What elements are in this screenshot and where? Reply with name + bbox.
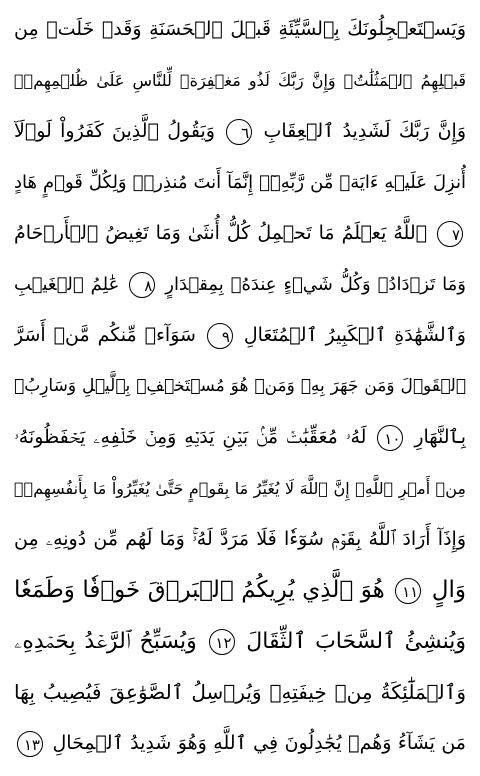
- ayah-number-marker: ٦: [226, 119, 252, 145]
- verse-line: [14, 514, 466, 565]
- verse-text: وَيَقُولُ ٱلَّذِينَ كَفَرُواْ لَوۡلَآ: [14, 120, 215, 142]
- verse-text: وَٱلشَّهَٰدَةِ ٱلۡكَبِيرُ ٱلۡمُتَعَالِ: [243, 324, 466, 346]
- verse-text: ٱلۡقَوۡلَ وَمَن جَهَرَ بِهِۦ وَمَنۡ هُوَ مُسۡتَخۡفِۭ بِٱلَّيۡلِ وَسَارِبُۢ: [14, 376, 466, 396]
- verse-line: [14, 4, 466, 55]
- verse-line: [14, 718, 466, 769]
- verse-line: [14, 616, 466, 667]
- verse-line: [14, 259, 466, 310]
- verse-text: ٱللَّهُ يَعۡلَمُ مَا تَحۡمِلُ كُلُّ أُنثَىٰ وَمَا تَغِيضُ ٱلۡأَرۡحَامُ: [14, 222, 428, 244]
- ayah-number-marker: ١٠: [377, 425, 403, 451]
- verse-line: [14, 565, 466, 616]
- verse-line: [14, 157, 466, 208]
- verse-line: [14, 667, 466, 718]
- verse-text: وَإِنَّ رَبَّكَ لَشَدِيدُ ٱلۡعِقَابِ: [263, 120, 466, 142]
- verse-text: وَمَا تَزۡدَادُۖ وَكُلُّ شَيۡءٍ عِندَهُۥ بِمِقۡدَارٍ: [165, 274, 466, 295]
- verse-line: [14, 361, 466, 412]
- verse-text: مَن يَشَآءُ وَهُمۡ يُجَٰدِلُونَ فِي ٱللَّهِ وَهُوَ شَدِيدُ ٱلۡمِحَالِ: [52, 732, 466, 754]
- verse-line: [14, 55, 466, 106]
- verse-text: قَبۡلِهِمُ ٱلۡمَثُلَٰتُۗ وَإِنَّ رَبَّكَ لَذُو مَغۡفِرَةٖ لِّلنَّاسِ عَلَىٰ ظُلۡمِهِمۡۖ: [14, 71, 466, 90]
- verse-text: وَيُنشِئُ ٱلسَّحَابَ ٱلثِّقَالَ: [246, 629, 466, 654]
- verse-line: [14, 208, 466, 259]
- verse-text: وَيُسَبِّحُ ٱلرَّعۡدُ بِحَمۡدِهِۦ: [14, 629, 197, 654]
- verse-text: سَوَآءٞ مِّنكُم مَّنۡ أَسَرَّ: [14, 324, 196, 346]
- text-lines: [14, 4, 466, 769]
- verse-text: وَيَسۡتَعۡجِلُونَكَ بِٱلسَّيِّئَةِ قَبۡلَ ٱلۡحَسَنَةِ وَقَدۡ خَلَتۡ مِن: [14, 18, 466, 40]
- verse-line: [14, 106, 466, 157]
- verse-line: [14, 412, 466, 463]
- verse-line: [14, 310, 466, 361]
- verse-text: أُنزِلَ عَلَيۡهِ ءَايَةٞ مِّن رَّبِّهِۦٓۗ إِنَّمَآ أَنتَ مُنذِرٞۖ وَلِكُلِّ قَوۡمٍ هَادٍ: [14, 172, 466, 193]
- ayah-number-marker: ١٣: [17, 731, 43, 757]
- verse-text: مِنۡ أَمۡرِ ٱللَّهِۗ إِنَّ ٱللَّهَ لَا يُغَيِّرُ مَا بِقَوۡمٍ حَتَّىٰ يُغَيِّرُواْ مَا بِأَنفُسِهِمۡۗ: [14, 479, 466, 498]
- verse-text: بِٱلنَّهَارِ: [414, 426, 466, 448]
- ayah-number-marker: ٧: [437, 221, 463, 247]
- ayah-number-marker: ٨: [129, 272, 155, 298]
- verse-line: [14, 463, 466, 514]
- verse-text: وَٱلۡمَلَٰٓئِكَةُ مِنۡ خِيفَتِهِۦ وَيُرۡسِلُ ٱلصَّوَٰعِقَ فَيُصِيبُ بِهَا: [14, 680, 466, 704]
- ayah-number-marker: ٩: [207, 323, 233, 349]
- ayah-number-marker: ١١: [395, 578, 421, 604]
- verse-text: وَالٍ: [431, 577, 466, 603]
- verse-text: هُوَ ٱلَّذِي يُرِيكُمُ ٱلۡبَرۡقَ خَوۡفٗا وَطَمَعٗا: [14, 577, 385, 603]
- verse-text: عَٰلِمُ ٱلۡغَيۡبِ: [14, 274, 120, 295]
- verse-text: وَإِذَآ أَرَادَ ٱللَّهُ بِقَوۡمٖ سُوٓءٗا فَلَا مَرَدَّ لَهُۥۚ وَمَا لَهُم مِّن دُونِهِۦ مِن: [14, 528, 466, 550]
- verse-text: لَهُۥ مُعَقِّبَٰتٞ مِّنۢ بَيۡنِ يَدَيۡهِ وَمِنۡ خَلۡفِهِۦ يَحۡفَظُونَهُۥ: [14, 426, 367, 448]
- ayah-number-marker: ١٢: [209, 629, 235, 655]
